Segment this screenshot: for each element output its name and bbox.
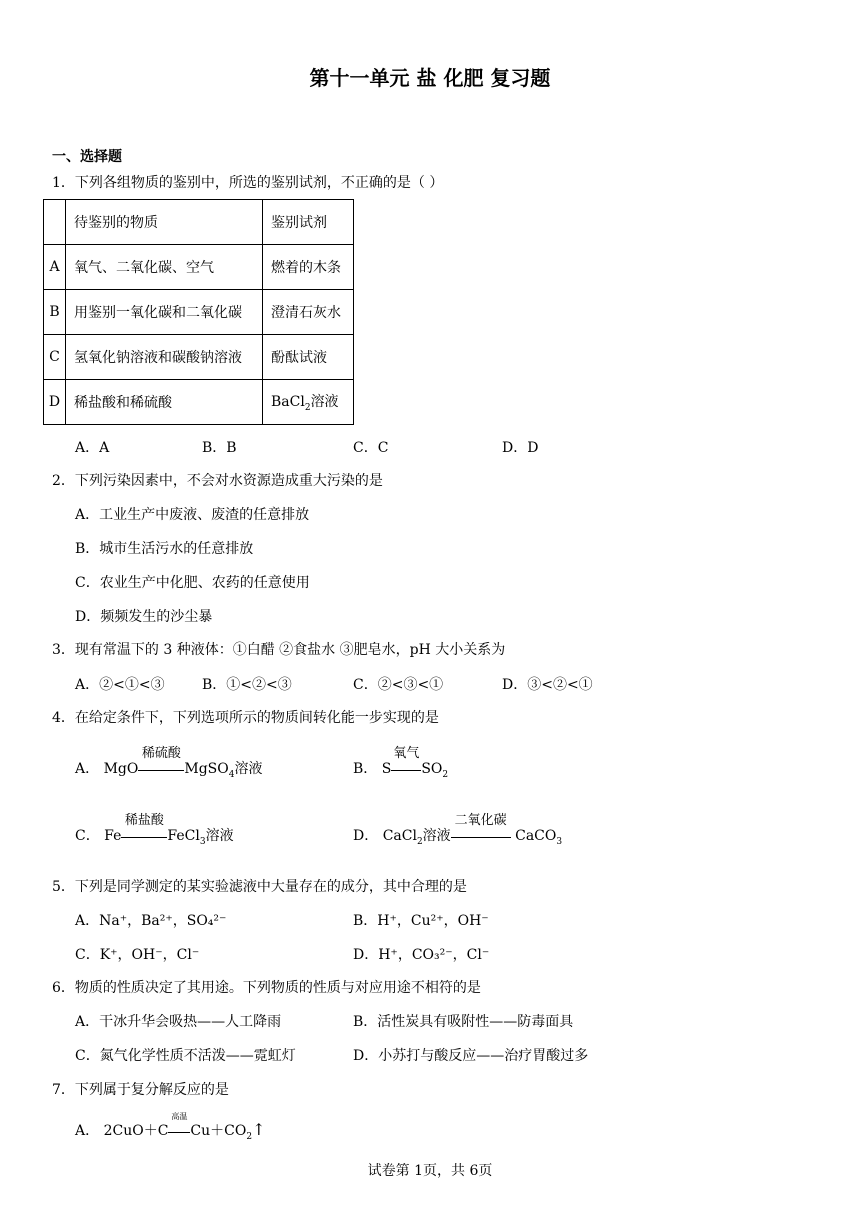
q2-option-a[interactable]: A．工业生产中废液、废渣的任意排放: [75, 507, 310, 523]
q2-option-b[interactable]: B．城市生活污水的任意排放: [75, 541, 254, 557]
section-heading: 一、选择题: [52, 149, 122, 165]
table-cell: D: [44, 380, 66, 425]
q4-option-c[interactable]: C． Fe 稀盐酸 FeCl$_3$溶液: [75, 813, 234, 847]
question-1-table: [43, 199, 354, 425]
q5-option-c[interactable]: C．K⁺，OH⁻，Cl⁻: [75, 947, 200, 963]
table-cell: 氧气、二氧化碳、空气: [66, 245, 263, 290]
q6-option-a[interactable]: A．干冰升华会吸热——人工降雨: [75, 1014, 282, 1030]
reaction-arrow: 高温: [168, 1123, 190, 1139]
q1-option-a[interactable]: A．A: [75, 440, 110, 456]
q3-option-c[interactable]: C．②<③<①: [353, 677, 444, 693]
gas-up-arrow-icon: ↑: [252, 1120, 266, 1139]
reaction-arrow: 氧气: [391, 761, 421, 777]
q1-option-c[interactable]: C．C: [353, 440, 389, 456]
table-cell: BaCl$_2$溶液: [263, 380, 354, 425]
table-row: [44, 290, 354, 335]
table-cell: [44, 200, 66, 245]
table-cell: 待鉴别的物质: [66, 200, 263, 245]
q4-option-b[interactable]: B． S 氧气 $SO_2$: [353, 746, 449, 780]
table-cell: 鉴别试剂: [263, 200, 354, 245]
table-cell: B: [44, 290, 66, 335]
bacl2-formula: BaCl: [271, 394, 305, 411]
q6-option-b[interactable]: B．活性炭具有吸附性——防毒面具: [353, 1014, 574, 1030]
q1-option-d[interactable]: D．D: [502, 440, 539, 456]
table-row: [44, 335, 354, 380]
reaction-arrow: 稀盐酸: [121, 828, 167, 844]
page-footer: 试卷第 1页，共 6页: [367, 1163, 493, 1179]
q6-option-d[interactable]: D．小苏打与酸反应——治疗胃酸过多: [353, 1048, 589, 1064]
table-cell: 稀盐酸和稀硫酸: [66, 380, 263, 425]
question-5-stem: 5．下列是同学测定的某实验滤液中大量存在的成分，其中合理的是: [52, 879, 467, 895]
question-7-stem: 7．下列属于复分解反应的是: [52, 1082, 229, 1098]
table-cell: 用鉴别一氧化碳和二氧化碳: [66, 290, 263, 335]
question-6-stem: 6．物质的性质决定了其用途。下列物质的性质与对应用途不相符的是: [52, 980, 481, 996]
q3-option-d[interactable]: D．③<②<①: [502, 677, 593, 693]
q6-option-c[interactable]: C．氮气化学性质不活泼——霓虹灯: [75, 1048, 296, 1064]
table-cell: A: [44, 245, 66, 290]
q4-option-a[interactable]: A． MgO 稀硫酸 MgSO$_4$溶液: [75, 746, 263, 780]
table-cell: 澄清石灰水: [263, 290, 354, 335]
table-cell: 燃着的木条: [263, 245, 354, 290]
table-cell: 氢氧化钠溶液和碳酸钠溶液: [66, 335, 263, 380]
question-2-stem: 2．下列污染因素中，不会对水资源造成重大污染的是: [52, 473, 383, 489]
page-title: 第十一单元 盐 化肥 复习题: [309, 66, 551, 90]
q1-option-b[interactable]: B．B: [202, 440, 237, 456]
q7-option-a[interactable]: A． 2CuO＋C 高温 $Cu+CO_2↑$: [75, 1112, 266, 1142]
table-cell: 酚酞试液: [263, 335, 354, 380]
q3-option-a[interactable]: A．②<①<③: [75, 677, 165, 693]
q5-option-d[interactable]: D．H⁺，CO₃²⁻，Cl⁻: [353, 947, 490, 963]
reaction-arrow: 稀硫酸: [138, 761, 184, 777]
table-row: [44, 200, 354, 245]
q2-option-d[interactable]: D．频频发生的沙尘暴: [75, 609, 213, 625]
q4-option-d[interactable]: D． CaCl$_2$溶液 二氧化碳 CaCO$_3$: [353, 813, 563, 847]
reaction-arrow: 二氧化碳: [451, 828, 511, 844]
q5-option-b[interactable]: B．H⁺，Cu²⁺，OH⁻: [353, 913, 489, 929]
q5-option-a[interactable]: A．Na⁺，Ba²⁺，SO₄²⁻: [75, 913, 227, 929]
question-1-stem: 1．下列各组物质的鉴别中，所选的鉴别试剂，不正确的是（ ）: [52, 175, 444, 191]
q3-option-b[interactable]: B．①<②<③: [202, 677, 292, 693]
table-row: [44, 380, 354, 425]
table-row: [44, 245, 354, 290]
question-3-stem: 3．现有常温下的 3 种液体：①白醋 ②食盐水 ③肥皂水，pH 大小关系为: [52, 642, 506, 658]
table-cell: C: [44, 335, 66, 380]
question-4-stem: 4．在给定条件下，下列选项所示的物质间转化能一步实现的是: [52, 710, 439, 726]
q2-option-c[interactable]: C．农业生产中化肥、农药的任意使用: [75, 575, 310, 591]
